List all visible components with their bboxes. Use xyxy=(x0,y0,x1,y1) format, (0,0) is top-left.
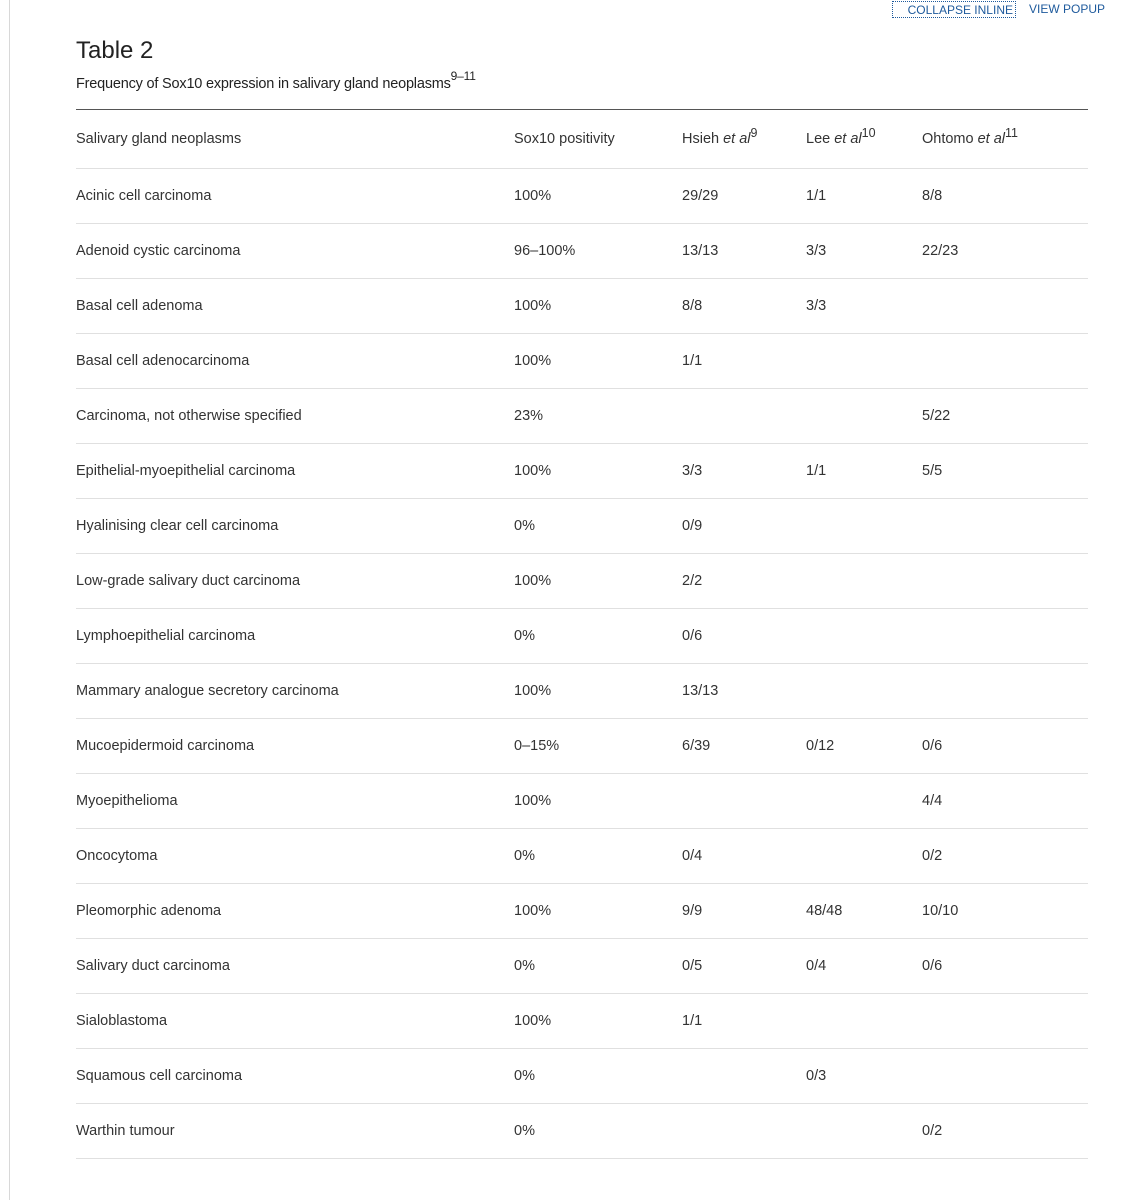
view-popup-link[interactable]: VIEW POPUP xyxy=(1028,2,1105,16)
sox10-positivity-cell: 96–100% xyxy=(514,224,682,279)
ohtomo-cell: 5/5 xyxy=(922,444,1088,499)
table-row xyxy=(76,334,1088,389)
table-row xyxy=(76,664,1088,719)
left-border xyxy=(9,0,10,1200)
sox10-table xyxy=(76,109,1088,1159)
table-row xyxy=(76,444,1088,499)
lee-cell: 3/3 xyxy=(806,279,922,334)
hsieh-cell: 13/13 xyxy=(682,664,806,719)
ohtomo-cell xyxy=(922,554,1088,609)
header-etal: et al xyxy=(723,131,751,147)
hsieh-cell xyxy=(682,1049,806,1104)
hsieh-cell: 6/39 xyxy=(682,719,806,774)
neoplasm-cell: Pleomorphic adenoma xyxy=(76,884,514,939)
hsieh-cell: 0/4 xyxy=(682,829,806,884)
table-row xyxy=(76,499,1088,554)
hsieh-cell: 9/9 xyxy=(682,884,806,939)
lee-cell: 3/3 xyxy=(806,224,922,279)
table-row xyxy=(76,169,1088,224)
table-header-row xyxy=(76,110,1088,169)
table-row xyxy=(76,1104,1088,1159)
table-row xyxy=(76,1049,1088,1104)
hsieh-cell xyxy=(682,1104,806,1159)
sox10-positivity-cell: 0% xyxy=(514,609,682,664)
header-text: Sox10 positivity xyxy=(514,131,615,147)
neoplasm-cell: Epithelial-myoepithelial carcinoma xyxy=(76,444,514,499)
header-text: Hsieh xyxy=(682,131,724,147)
neoplasm-cell: Low-grade salivary duct carcinoma xyxy=(76,554,514,609)
neoplasm-cell: Basal cell adenoma xyxy=(76,279,514,334)
sox10-positivity-cell: 100% xyxy=(514,884,682,939)
hsieh-cell xyxy=(682,389,806,444)
table-row xyxy=(76,994,1088,1049)
header-text: Salivary gland neoplasms xyxy=(76,131,242,147)
sox10-positivity-cell: 100% xyxy=(514,334,682,389)
neoplasm-cell: Acinic cell carcinoma xyxy=(76,169,514,224)
neoplasm-cell: Sialoblastoma xyxy=(76,994,514,1049)
hsieh-cell: 0/5 xyxy=(682,939,806,994)
table-row xyxy=(76,939,1088,994)
neoplasm-cell: Lymphoepithelial carcinoma xyxy=(76,609,514,664)
ohtomo-cell: 22/23 xyxy=(922,224,1088,279)
lee-cell: 0/4 xyxy=(806,939,922,994)
table-row xyxy=(76,719,1088,774)
ohtomo-cell xyxy=(922,1049,1088,1104)
table-row xyxy=(76,554,1088,609)
sox10-positivity-cell: 0% xyxy=(514,1049,682,1104)
sox10-positivity-cell: 100% xyxy=(514,279,682,334)
ohtomo-cell: 0/6 xyxy=(922,719,1088,774)
hsieh-cell: 8/8 xyxy=(682,279,806,334)
header-etal: et al xyxy=(977,131,1006,147)
neoplasm-cell: Squamous cell carcinoma xyxy=(76,1049,514,1104)
neoplasm-cell: Carcinoma, not otherwise specified xyxy=(76,389,514,444)
header-text: Lee xyxy=(806,131,835,147)
caption-text: Frequency of Sox10 expression in salivary gland neoplasms xyxy=(76,76,451,92)
table-caption xyxy=(76,69,476,92)
sox10-positivity-cell: 100% xyxy=(514,554,682,609)
table-row xyxy=(76,774,1088,829)
neoplasm-cell: Basal cell adenocarcinoma xyxy=(76,334,514,389)
lee-cell xyxy=(806,1104,922,1159)
header-text: Ohtomo xyxy=(922,131,978,147)
header-ref: 11 xyxy=(1005,126,1019,141)
sox10-positivity-cell: 100% xyxy=(514,169,682,224)
hsieh-cell xyxy=(682,774,806,829)
neoplasm-cell: Hyalinising clear cell carcinoma xyxy=(76,499,514,554)
ohtomo-cell: 0/2 xyxy=(922,1104,1088,1159)
neoplasm-cell: Mucoepidermoid carcinoma xyxy=(76,719,514,774)
hsieh-cell: 0/9 xyxy=(682,499,806,554)
table-row xyxy=(76,389,1088,444)
lee-cell xyxy=(806,994,922,1049)
sox10-positivity-cell: 0% xyxy=(514,939,682,994)
lee-cell xyxy=(806,389,922,444)
lee-cell xyxy=(806,499,922,554)
collapse-inline-link[interactable]: COLLAPSE INLINE xyxy=(892,1,1016,18)
hsieh-cell: 1/1 xyxy=(682,994,806,1049)
lee-cell xyxy=(806,334,922,389)
lee-cell: 1/1 xyxy=(806,444,922,499)
ohtomo-cell xyxy=(922,994,1088,1049)
lee-cell xyxy=(806,774,922,829)
lee-cell: 0/12 xyxy=(806,719,922,774)
sox10-positivity-cell: 23% xyxy=(514,389,682,444)
lee-cell xyxy=(806,554,922,609)
lee-cell: 0/3 xyxy=(806,1049,922,1104)
header-hsieh xyxy=(682,110,806,169)
caption-refs: 9–11 xyxy=(450,69,476,84)
ohtomo-cell xyxy=(922,334,1088,389)
lee-cell: 1/1 xyxy=(806,169,922,224)
neoplasm-cell: Oncocytoma xyxy=(76,829,514,884)
ohtomo-cell xyxy=(922,279,1088,334)
hsieh-cell: 0/6 xyxy=(682,609,806,664)
ohtomo-cell: 4/4 xyxy=(922,774,1088,829)
neoplasm-cell: Warthin tumour xyxy=(76,1104,514,1159)
header-neoplasm xyxy=(76,110,514,169)
ohtomo-cell xyxy=(922,499,1088,554)
table-row xyxy=(76,609,1088,664)
sox10-positivity-cell: 0–15% xyxy=(514,719,682,774)
ohtomo-cell: 8/8 xyxy=(922,169,1088,224)
neoplasm-cell: Salivary duct carcinoma xyxy=(76,939,514,994)
ohtomo-cell: 0/2 xyxy=(922,829,1088,884)
hsieh-cell: 1/1 xyxy=(682,334,806,389)
ohtomo-cell: 10/10 xyxy=(922,884,1088,939)
table-row xyxy=(76,884,1088,939)
lee-cell xyxy=(806,829,922,884)
neoplasm-cell: Adenoid cystic carcinoma xyxy=(76,224,514,279)
sox10-positivity-cell: 0% xyxy=(514,829,682,884)
header-etal: et al xyxy=(834,131,862,147)
lee-cell xyxy=(806,609,922,664)
ohtomo-cell: 0/6 xyxy=(922,939,1088,994)
header-lee xyxy=(806,110,922,169)
table-label: Table 2 xyxy=(76,37,154,64)
table-row xyxy=(76,224,1088,279)
header-ref: 10 xyxy=(861,126,876,141)
hsieh-cell: 29/29 xyxy=(682,169,806,224)
sox10-positivity-cell: 100% xyxy=(514,994,682,1049)
ohtomo-cell xyxy=(922,609,1088,664)
hsieh-cell: 2/2 xyxy=(682,554,806,609)
sox10-positivity-cell: 100% xyxy=(514,774,682,829)
table-view-links xyxy=(892,0,1105,18)
sox10-positivity-cell: 0% xyxy=(514,499,682,554)
table-body xyxy=(76,169,1088,1159)
lee-cell: 48/48 xyxy=(806,884,922,939)
neoplasm-cell: Mammary analogue secretory carcinoma xyxy=(76,664,514,719)
ohtomo-cell xyxy=(922,664,1088,719)
hsieh-cell: 3/3 xyxy=(682,444,806,499)
ohtomo-cell: 5/22 xyxy=(922,389,1088,444)
neoplasm-cell: Myoepithelioma xyxy=(76,774,514,829)
hsieh-cell: 13/13 xyxy=(682,224,806,279)
sox10-positivity-cell: 100% xyxy=(514,444,682,499)
header-sox10-positivity xyxy=(514,110,682,169)
header-ref: 9 xyxy=(750,126,758,141)
header-ohtomo xyxy=(922,110,1088,169)
sox10-positivity-cell: 100% xyxy=(514,664,682,719)
table-row xyxy=(76,279,1088,334)
lee-cell xyxy=(806,664,922,719)
sox10-positivity-cell: 0% xyxy=(514,1104,682,1159)
table-row xyxy=(76,829,1088,884)
